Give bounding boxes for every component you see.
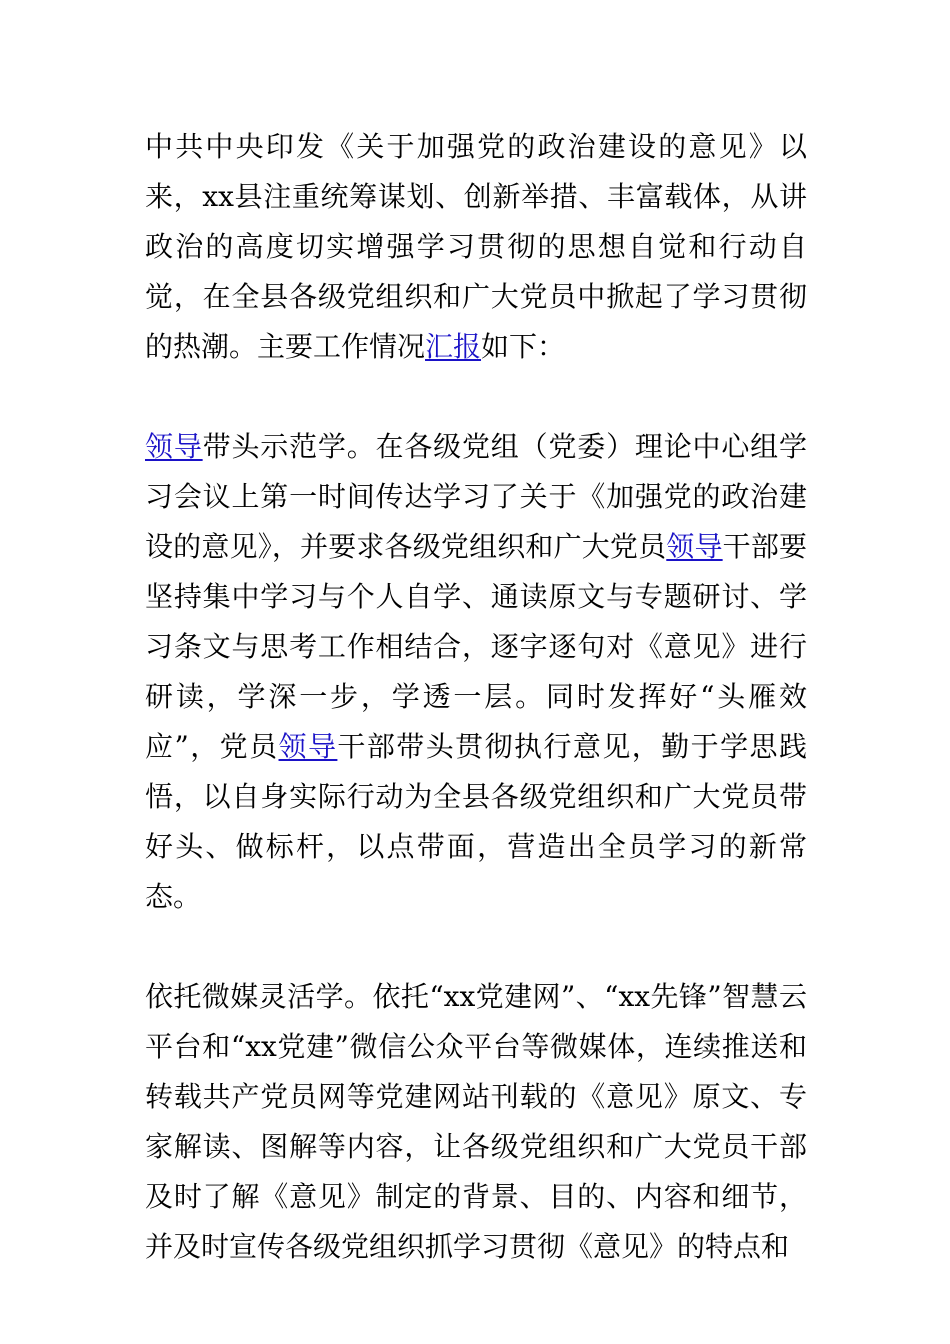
paragraph-intro [145, 122, 807, 372]
document-page [145, 122, 807, 1272]
leadership-text-3: 干部带头贯彻执行意见，勤于学思践悟，以自身实际行动为全县各级党组织和广大党员带好头、做标杆，以点带面，营造出全员学习的新常态。 [145, 730, 807, 913]
link-lingdao-2[interactable]: 领导 [666, 530, 723, 563]
intro-text-end: 如下： [481, 330, 566, 363]
paragraph-leadership [145, 422, 807, 922]
link-lingdao-3[interactable]: 领导 [278, 730, 338, 763]
intro-text: 中共中央印发《关于加强党的政治建设的意见》以来，xx县注重统筹谋划、创新举措、丰富载体，从讲政治的高度切实增强学习贯彻的思想自觉和行动自觉，在全县各级党组织和广大党员中掀起了学习贯彻的热潮。主要工作情况 [145, 130, 807, 363]
leadership-text-2: 干部要坚持集中学习与个人自学、通读原文与专题研讨、学习条文与思考工作相结合，逐字逐句对《意见》进行研读，学深一步，学透一层。同时发挥好“头雁效应”，党员 [145, 530, 807, 763]
micromedia-text: 依托微媒灵活学。依托“xx党建网”、“xx先锋”智慧云平台和“xx党建”微信公众平台等微媒体，连续推送和转载共产党员网等党建网站刊载的《意见》原文、专家解读、图解等内容，让各级党组织和广大党员干部及时了解《意见》制定的背景、目的、内容和细节，并及时宣传各级党组织抓学习贯彻《意见》的特点和 [145, 980, 807, 1263]
paragraph-micromedia [145, 972, 807, 1272]
link-huibao[interactable]: 汇报 [425, 330, 482, 363]
link-lingdao-1[interactable]: 领导 [145, 430, 203, 463]
leadership-text-1: 带头示范学。在各级党组（党委）理论中心组学习会议上第一时间传达学习了关于《加强党的政治建设的意见》，并要求各级党组织和广大党员 [145, 430, 807, 563]
